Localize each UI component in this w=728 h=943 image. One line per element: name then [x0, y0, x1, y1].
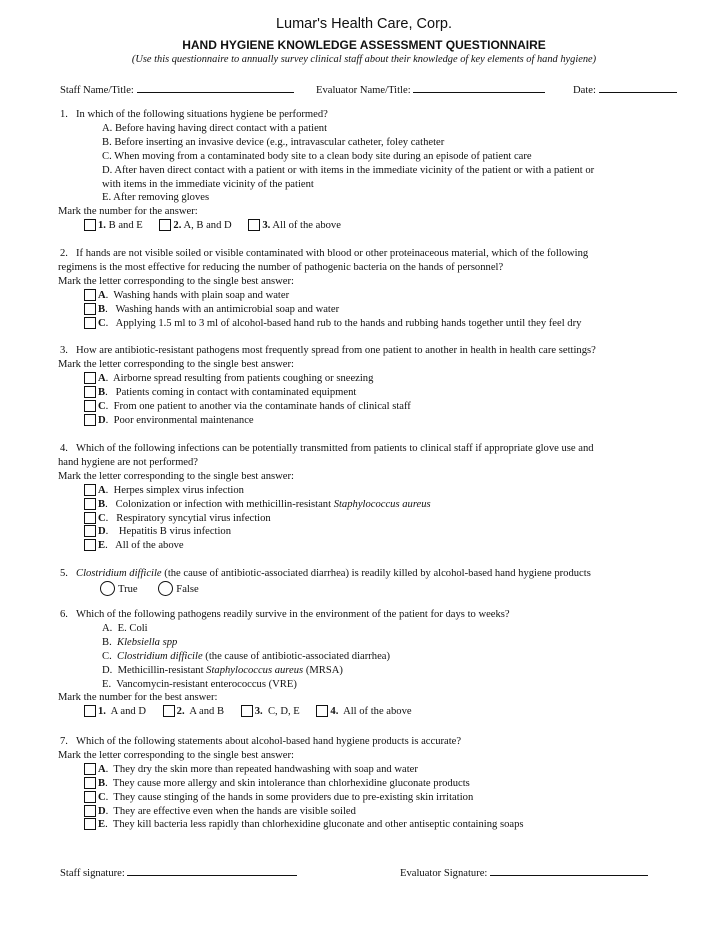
question-number: 4. [60, 443, 68, 454]
company-name: Lumar's Health Care, Corp. [275, 16, 453, 32]
checkbox[interactable] [163, 705, 175, 717]
answer-choice-3[interactable]: 3. All of the above [248, 219, 341, 233]
evaluator-name-field [316, 82, 545, 98]
date-input[interactable] [599, 82, 677, 93]
answer-choice-4[interactable]: 4. All of the above [316, 705, 411, 719]
checkbox[interactable] [248, 219, 260, 231]
checkbox[interactable] [316, 705, 328, 717]
checkbox[interactable] [241, 705, 253, 717]
question-text: (the cause of antibiotic-associated diarrhea) is readily killed by alcohol-based hand hygiene products [161, 568, 591, 579]
checkbox[interactable] [84, 805, 96, 817]
radio-circle[interactable] [158, 581, 173, 596]
answer-instruction: Mark the letter corresponding to the single best answer: [58, 749, 294, 761]
option-d[interactable]: D. They are effective even when the hands are visible soiled [84, 805, 660, 819]
answer-choice-2[interactable]: 2. A, B and D [159, 219, 231, 233]
date-label: Date: [573, 85, 596, 96]
question-number: 1. [60, 109, 68, 120]
option-e: E. After removing gloves [102, 192, 210, 204]
question-text: Which of the following statements about alcohol-based hand hygiene products is accurate? [76, 736, 462, 747]
option-e: E. Vancomycin-resistant enterococcus (VRE) [102, 678, 297, 690]
question-number: 3. [60, 345, 68, 356]
checkbox[interactable] [84, 818, 96, 830]
question-4 [60, 442, 660, 553]
question-text: In which of the following situations hygiene be performed? [76, 109, 328, 120]
question-text: If hands are not visible soiled or visible contaminated with blood or other proteinaceous material, which of the following [76, 248, 589, 259]
answer-instruction: Mark the letter corresponding to the single best answer: [58, 275, 294, 287]
question-number: 2. [60, 248, 68, 259]
question-7 [60, 735, 660, 832]
checkbox[interactable] [84, 539, 96, 551]
option-b[interactable]: B. Patients coming in contact with contaminated equipment [84, 386, 660, 400]
option-a[interactable]: A. Airborne spread resulting from patients coughing or sneezing [84, 372, 660, 386]
checkbox[interactable] [84, 372, 96, 384]
option-a: A. E. Coli [102, 622, 148, 634]
question-2 [60, 247, 660, 330]
option-b: B. Klebsiella spp [102, 636, 178, 648]
checkbox[interactable] [84, 289, 96, 301]
option-c: C. When moving from a contaminated body site to a clean body site during an episode of patient care [102, 150, 532, 162]
answer-choice-1[interactable]: 1. A and D [84, 705, 146, 719]
option-d-continued: with items in the immediate vicinity of the patient [102, 178, 314, 190]
evaluator-signature-label: Evaluator Signature: [400, 868, 488, 879]
evaluator-name-label: Evaluator Name/Title: [316, 85, 411, 96]
answer-choices [84, 219, 660, 233]
evaluator-signature-input[interactable] [490, 865, 648, 876]
question-number: 6. [60, 609, 68, 620]
option-d[interactable]: D. Hepatitis B virus infection [84, 525, 660, 539]
option-c[interactable]: C. Applying 1.5 ml to 3 ml of alcohol-based hand rub to the hands and rubbing hands together until they feel dry [84, 317, 660, 331]
question-number: 7. [60, 736, 68, 747]
checkbox[interactable] [84, 386, 96, 398]
option-a: A. Before having having direct contact with a patient [102, 122, 328, 134]
question-text-continued: hand hygiene are not performed? [58, 456, 199, 468]
form-subtitle: (Use this questionnaire to annually survey clinical staff about their knowledge of key elements of hand hygiene) [131, 54, 597, 65]
form-title: HAND HYGIENE KNOWLEDGE ASSESSMENT QUESTIONNAIRE [182, 38, 546, 52]
question-text-continued: regimens is the most effective for reducing the number of pathogenic bacteria on the hands of personnel? [58, 261, 504, 273]
option-b: B. Before inserting an invasive device (e.g., intravascular catheter, foley catheter [102, 136, 445, 148]
checkbox[interactable] [84, 791, 96, 803]
answer-choice-1[interactable]: 1. B and E [84, 219, 143, 233]
answer-choice-2[interactable]: 2. A and B [163, 705, 224, 719]
checkbox[interactable] [84, 512, 96, 524]
question-text: Which of the following infections can be potentially transmitted from patients to clinical staff if appropriate glove use and [76, 443, 594, 454]
question-3 [60, 344, 660, 427]
option-c: C. Clostridium difficile (the cause of antibiotic-associated diarrhea) [102, 650, 391, 662]
option-a[interactable]: A. They dry the skin more than repeated handwashing with soap and water [84, 763, 660, 777]
option-a[interactable]: A. Washing hands with plain soap and water [84, 289, 660, 303]
option-c[interactable]: C. Respiratory syncytial virus infection [84, 512, 660, 526]
true-false-choices [100, 581, 660, 597]
option-d: D. Methicillin-resistant Staphylococcus aureus (MRSA) [102, 664, 343, 676]
radio-circle[interactable] [100, 581, 115, 596]
checkbox[interactable] [84, 498, 96, 510]
checkbox[interactable] [84, 414, 96, 426]
evaluator-signature-field [400, 865, 648, 881]
staff-signature-label: Staff signature: [60, 868, 125, 879]
organism-name: Clostridium difficile [76, 568, 162, 579]
question-1 [60, 108, 660, 233]
checkbox[interactable] [84, 400, 96, 412]
question-number: 5. [60, 568, 68, 579]
question-6 [60, 608, 660, 719]
staff-name-input[interactable] [137, 82, 294, 93]
option-c[interactable]: C. They cause stinging of the hands in some providers due to pre-existing skin irritation [84, 791, 660, 805]
staff-signature-field [60, 865, 297, 881]
question-text: Which of the following pathogens readily survive in the environment of the patient for days to weeks? [76, 609, 510, 620]
checkbox[interactable] [84, 763, 96, 775]
checkbox[interactable] [84, 525, 96, 537]
answer-instruction: Mark the number for the best answer: [58, 692, 218, 704]
staff-name-field [60, 82, 294, 98]
staff-name-label: Staff Name/Title: [60, 85, 134, 96]
answer-instruction: Mark the letter corresponding to the single best answer: [58, 470, 294, 482]
date-field [573, 82, 677, 98]
checkbox[interactable] [84, 317, 96, 329]
option-b[interactable]: B. They cause more allergy and skin intolerance than chlorhexidine gluconate products [84, 777, 660, 791]
option-d[interactable]: D. Poor environmental maintenance [84, 414, 660, 428]
option-b[interactable]: B. Washing hands with an antimicrobial soap and water [84, 303, 660, 317]
option-a[interactable]: A. Herpes simplex virus infection [84, 484, 660, 498]
true-radio[interactable]: True [100, 581, 138, 597]
answer-instruction: Mark the letter corresponding to the single best answer: [58, 358, 294, 370]
option-e[interactable]: E. They kill bacteria less rapidly than chlorhexidine gluconate and other antiseptic containing soaps [84, 818, 660, 832]
answer-instruction: Mark the number for the answer: [58, 206, 198, 218]
checkbox[interactable] [84, 705, 96, 717]
evaluator-name-input[interactable] [413, 82, 545, 93]
question-5 [60, 567, 660, 597]
option-c[interactable]: C. From one patient to another via the contaminate hands of clinical staff [84, 400, 660, 414]
answer-choices [84, 705, 660, 719]
checkbox[interactable] [84, 484, 96, 496]
checkbox[interactable] [84, 303, 96, 315]
answer-choice-3[interactable]: 3. C, D, E [241, 705, 300, 719]
option-d: D. After haven direct contact with a patient or with items in the immediate vicinity of the patient or with a patient or [102, 164, 595, 176]
option-b[interactable]: B. Colonization or infection with methicillin-resistant Staphylococcus aureus [84, 498, 660, 512]
checkbox[interactable] [84, 219, 96, 231]
checkbox[interactable] [159, 219, 171, 231]
false-radio[interactable]: False [158, 581, 198, 597]
staff-signature-input[interactable] [127, 865, 297, 876]
checkbox[interactable] [84, 777, 96, 789]
option-e[interactable]: E. All of the above [84, 539, 660, 553]
question-text: How are antibiotic-resistant pathogens most frequently spread from one patient to another in health in health care settings? [76, 345, 596, 356]
